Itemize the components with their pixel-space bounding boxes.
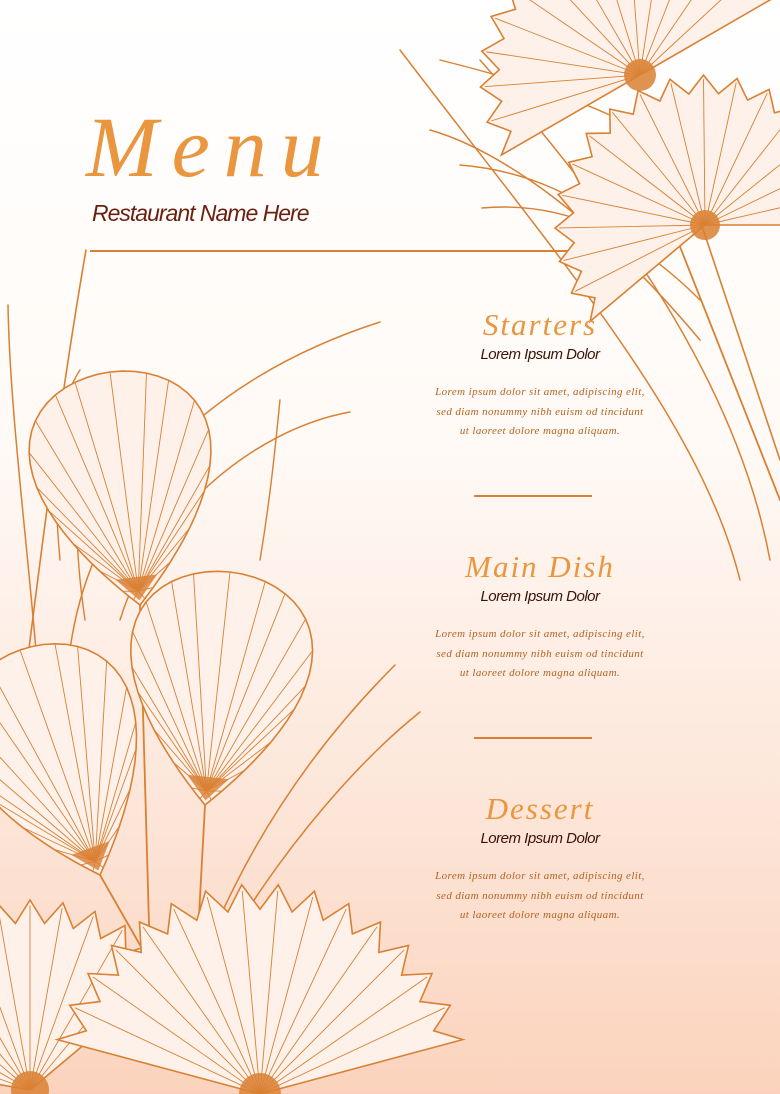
fan-center [690, 210, 720, 240]
description-line: sed diam nonummy nibh euism od tincidunt [436, 405, 644, 418]
menu-section-starters [380, 308, 700, 442]
description-line: ut laoreet dolore magna aliquam. [459, 667, 621, 680]
description-line: Lorem ipsum dolor sit amet, adipiscing elit, [435, 386, 645, 399]
palm-leaf [29, 371, 211, 605]
description-line: ut laoreet dolore magna aliquam. [459, 909, 621, 922]
fan-center [624, 59, 656, 91]
section-description [380, 383, 700, 442]
palm-leaf [131, 571, 313, 805]
section-title: Starters [482, 307, 598, 342]
grass-blade [8, 305, 40, 700]
section-description [380, 867, 700, 926]
restaurant-name: Restaurant Name Here [92, 200, 309, 226]
description-line: ut laoreet dolore magna aliquam. [459, 425, 621, 438]
section-divider [474, 495, 592, 497]
section-description [380, 625, 700, 684]
description-line: Lorem ipsum dolor sit amet, adipiscing elit, [435, 628, 645, 641]
menu-title: Menu [86, 99, 338, 195]
section-subtitle: Lorem Ipsum Dolor [480, 588, 600, 606]
description-line: sed diam nonummy nibh euism od tincidunt [436, 889, 644, 902]
section-divider [474, 737, 592, 739]
grass-blade [260, 400, 280, 560]
section-subtitle: Lorem Ipsum Dolor [480, 830, 600, 848]
section-title: Dessert [485, 791, 595, 826]
section-subtitle: Lorem Ipsum Dolor [480, 346, 600, 364]
description-line: Lorem ipsum dolor sit amet, adipiscing elit, [435, 870, 645, 883]
menu-section-dessert [380, 792, 700, 926]
menu-section-main-dish [380, 550, 700, 684]
description-line: sed diam nonummy nibh euism od tincidunt [436, 647, 644, 660]
section-title: Main Dish [465, 549, 615, 584]
palm-leaf [0, 644, 136, 875]
title-divider [90, 250, 568, 252]
